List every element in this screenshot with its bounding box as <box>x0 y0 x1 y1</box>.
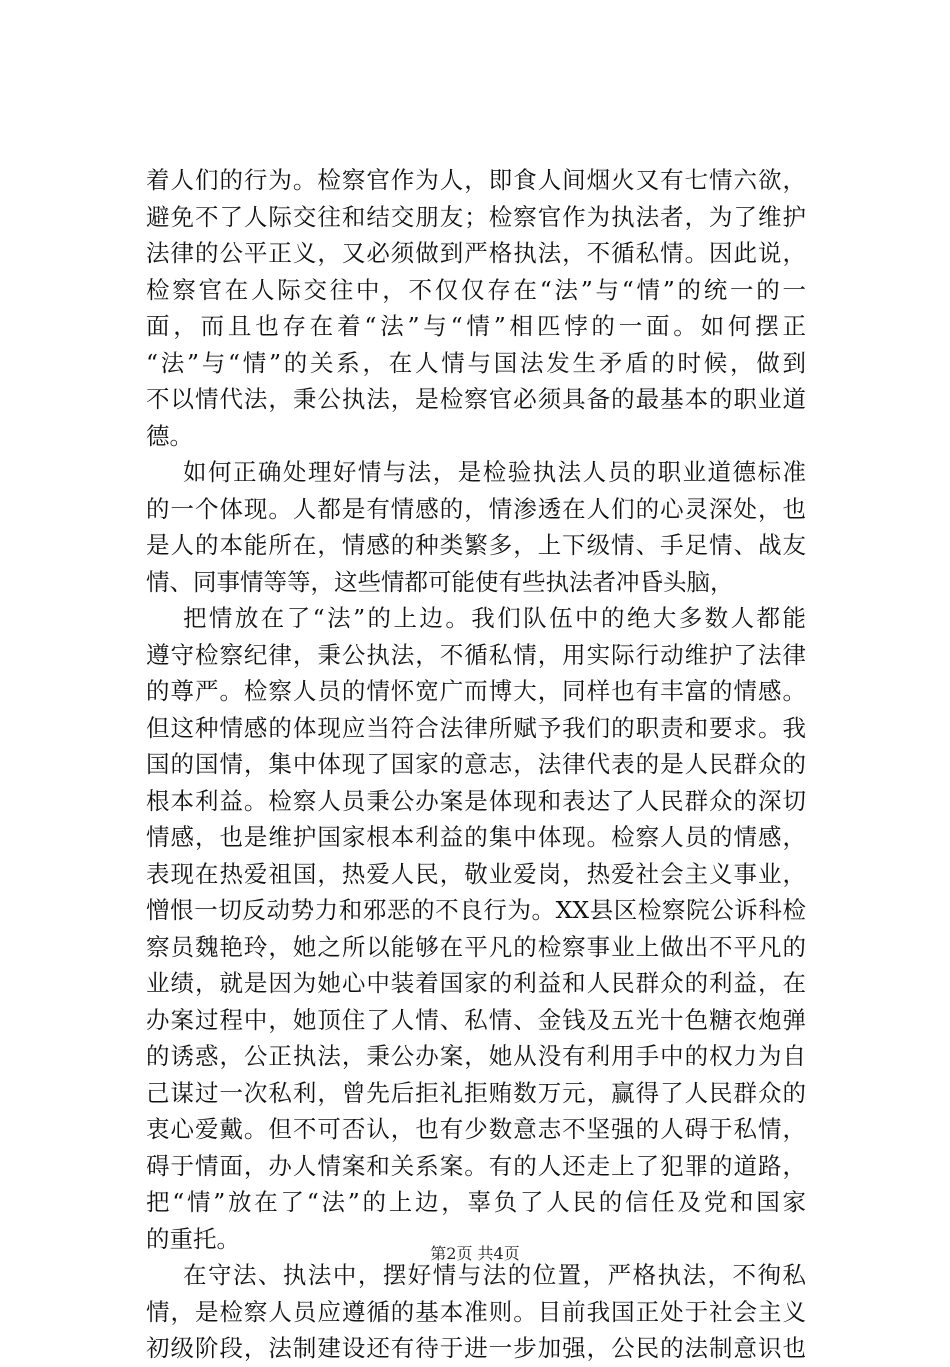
paragraph-first-line: 在守法、执法中，摆好情与法的位置，严格执法，不徇私 <box>183 1261 806 1289</box>
text-line: 办案过程中，她顶住了人情、私情、金钱及五光十色糖衣炮弹 <box>146 1005 806 1034</box>
text-line: 的诱惑，公正执法，秉公办案，她从没有利用手中的权力为自 <box>146 1042 806 1070</box>
text-line: 是人的本能所在，情感的种类繁多，上下级情、手足情、战友 <box>146 531 806 559</box>
text-line: 察员魏艳玲，她之所以能够在平凡的检察事业上做出不平凡的 <box>146 932 806 961</box>
text-line: 碍于情面，办人情案和关系案。有的人还走上了犯罪的道路， <box>146 1151 806 1180</box>
text-line: 遵守检察纪律，秉公执法，不循私情，用实际行动维护了法律 <box>146 640 806 669</box>
text-line: 法律的公平正义，又必须做到严格执法，不循私情。因此说， <box>146 239 806 267</box>
text-line: 情感，也是维护国家根本利益的集中体现。检察人员的情感， <box>146 823 806 851</box>
text-line: 的尊严。检察人员的情怀宽广而博大，同样也有丰富的情感。 <box>146 677 806 705</box>
text-line: 但这种情感的体现应当符合法律所赋予我们的职责和要求。我 <box>146 713 806 742</box>
text-line: 国的国情，集中体现了国家的意志，法律代表的是人民群众的 <box>146 750 806 778</box>
text-line: 避免不了人际交往和结交朋友；检察官作为执法者，为了维护 <box>146 202 806 231</box>
text-line: 情，是检察人员应遵循的基本准则。目前我国正处于社会主义 <box>146 1297 806 1326</box>
text-line: 着人们的行为。检察官作为人，即食人间烟火又有七情六欲， <box>146 166 806 194</box>
text-line: 面，而且也存在着“法”与“情”相匹悖的一面。如何摆正 <box>146 312 806 340</box>
text-line: 情、同事情等等，这些情都可能使有些执法者冲昏头脑， <box>146 567 734 596</box>
text-line: 衷心爱戴。但不可否认，也有少数意志不坚强的人碍于私情， <box>146 1115 806 1143</box>
paragraph-first-line: 把情放在了“法”的上边。我们队伍中的绝大多数人都能 <box>183 604 806 632</box>
text-line: 的重托。 <box>146 1224 240 1253</box>
text-line: 把“情”放在了“法”的上边，辜负了人民的信任及党和国家 <box>146 1188 806 1216</box>
text-line: 根本利益。检察人员秉公办案是体现和表达了人民群众的深切 <box>146 786 806 815</box>
text-line: 德。 <box>146 421 193 450</box>
text-line: 己谋过一次私利，曾先后拒礼拒贿数万元，赢得了人民群众的 <box>146 1078 806 1107</box>
text-line: “法”与“情”的关系，在人情与国法发生矛盾的时候，做到 <box>146 348 806 377</box>
text-line: 初级阶段，法制建设还有待于进一步加强，公民的法制意识也 <box>146 1334 806 1362</box>
text-line: 业绩，就是因为她心中装着国家的利益和人民群众的利益，在 <box>146 969 806 997</box>
page-number-footer: 第2页 共4页 <box>430 1244 520 1263</box>
text-line: 的一个体现。人都是有情感的，情渗透在人们的心灵深处，也 <box>146 494 806 523</box>
paragraph-first-line: 如何正确处理好情与法，是检验执法人员的职业道德标准 <box>183 458 806 486</box>
text-line: 不以情代法，秉公执法，是检察官必须具备的最基本的职业道 <box>146 385 806 413</box>
text-line: 表现在热爱祖国，热爱人民，敬业爱岗，热爱社会主义事业， <box>146 859 806 888</box>
text-line: 憎恨一切反动势力和邪恶的不良行为。XX县区检察院公诉科检 <box>146 896 806 924</box>
body-text <box>146 162 806 1367</box>
text-line: 检察官在人际交往中，不仅仅存在“法”与“情”的统一的一 <box>146 275 806 304</box>
